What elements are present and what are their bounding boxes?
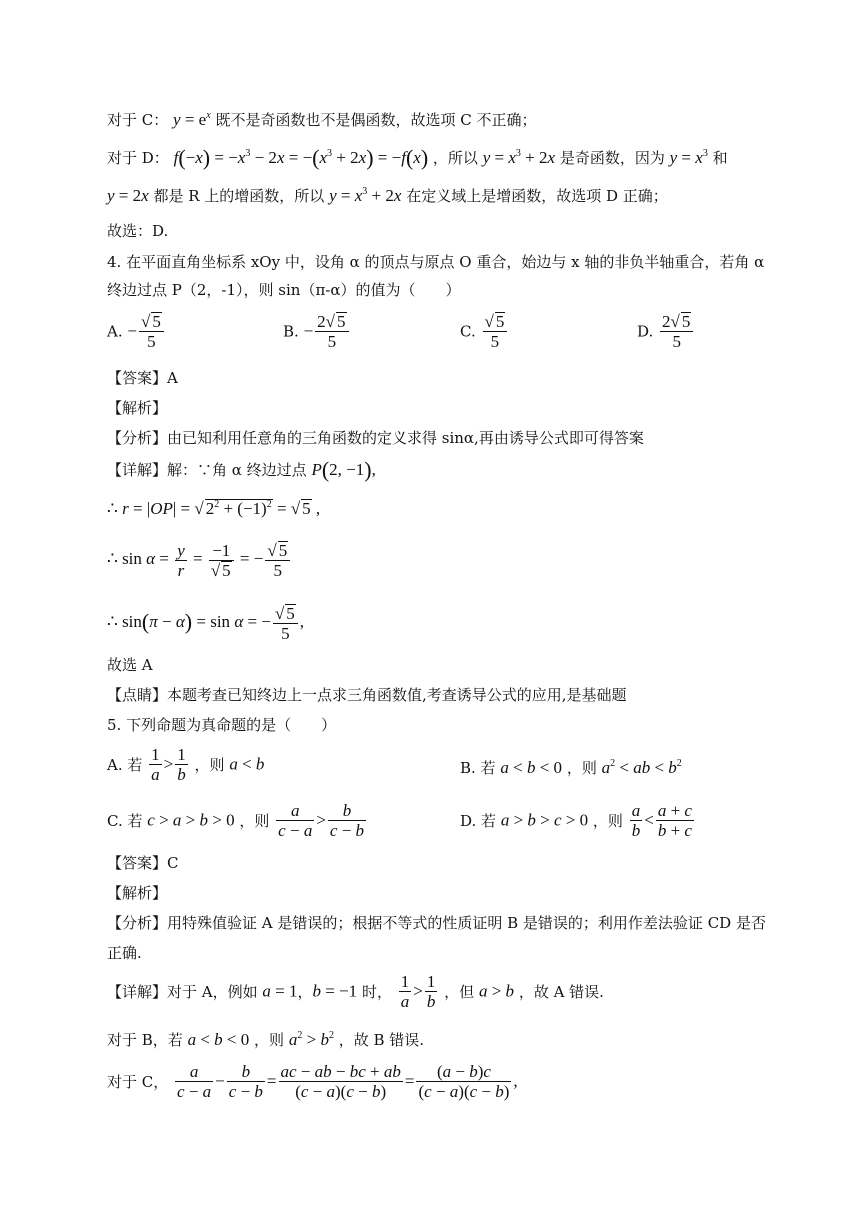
- question-4-option-d: [637, 312, 695, 351]
- option-mid: ，则: [194, 756, 225, 774]
- question-4-analysis-head: 【解析】: [107, 399, 168, 417]
- formula-y-2x: y = 2x: [107, 186, 149, 205]
- option-d-analysis-line2: [107, 186, 668, 206]
- formula-y-x-cubed: $y = x^3$: [669, 148, 708, 167]
- question-4-analysis: 【分析】由已知利用任意角的三角函数的定义求得 sinα,再由诱导公式即可得答案: [107, 429, 644, 447]
- question-5-option-a: A. 若 $\frac{1}{a}$ > $\frac{1}{b}$ ，则 a < b: [107, 745, 265, 784]
- option-mid: ，则: [592, 812, 623, 830]
- formula-point-p: P(2, −1),: [311, 457, 376, 482]
- option-label: D.: [637, 322, 654, 341]
- formula-y-equals-exp: $y = e^x$: [173, 110, 211, 129]
- option-d-text-4: 都是 R 上的增函数，所以: [153, 187, 325, 205]
- formula-r-op: ∴ r = |OP| = √ $2^2 + (-1)^2$ = √ 5 ,: [107, 499, 321, 518]
- formula-f-neg-x: $f(-x) = -x^3 - 2x = -(x^3 + 2x) = -f(x)$: [173, 145, 429, 170]
- option-label: A.: [107, 322, 123, 341]
- option-prefix: C. 若: [107, 812, 143, 830]
- detail-mid: ，则: [254, 1031, 285, 1049]
- fraction: $\frac{√ 5}{5}$: [139, 312, 164, 351]
- question-5-option-b: B. 若 a < b < 0 ，则 $a^2$ < ab < $b^2$: [460, 758, 682, 777]
- question-5-detail-a: 【详解】对于 A，例如 a = 1，b = −1 时， $\frac{1}{a}$ > $\frac{1}{b}$ ，但 a > b ，故 A 错误.: [107, 972, 604, 1011]
- question-4-option-b: B. − $\frac{2√ 5}{5}$: [283, 312, 351, 351]
- question-4-stem-line2: 终边过点 P（2，-1），则 sin（π-α）的值为（ ）: [107, 281, 461, 299]
- detail-prefix: 【详解】解：∵角 α 终边过点: [107, 461, 307, 479]
- question-4-stem-line1: 4. 在平面直角坐标系 xOy 中，设角 α 的顶点与原点 O 重合，始边与 x 轴的非负半轴重合，若角 α: [107, 253, 765, 271]
- formula-sin-alpha: ∴ sin α = $\frac{y}{r}$ = $\frac{-1}{√ 5}$ = − $\frac{√ 5}{5}$: [107, 537, 292, 581]
- question-4-detail: [107, 457, 376, 482]
- question-5-analysis-head: 【解析】: [107, 884, 168, 902]
- fraction: $\frac{√ 5}{5}$: [483, 312, 508, 351]
- formula-y-cubic-2: $y = x^3 + 2x$: [329, 186, 402, 205]
- option-prefix: B. 若: [460, 759, 496, 777]
- formula-sin-pi-minus-alpha: ∴ sin(π − α) = sin α = − $\frac{√ 5}{5}$ ,: [107, 603, 305, 643]
- question-4-comment: 【点睛】本题考查已知终边上一点求三角函数值,考查诱导公式的应用,是基础题: [107, 686, 627, 704]
- detail-prefix: 【详解】对于 A，例如: [107, 983, 258, 1001]
- option-d-analysis-line1: [107, 145, 728, 170]
- question-5-analysis-line2: 正确.: [107, 944, 142, 962]
- question-5-option-d: D. 若 a > b > c > 0 ，则 $\frac{a}{b}$ < $\frac{a + c}{b + c}$: [460, 801, 692, 840]
- option-prefix: D. 若: [460, 812, 497, 830]
- question-4-option-a: A. − $\frac{√ 5}{5}$: [107, 312, 166, 351]
- option-d-text-1: ，所以: [432, 149, 478, 167]
- fraction: $\frac{2√ 5}{5}$: [315, 312, 348, 351]
- detail-end: ，故 B 错误.: [338, 1031, 425, 1049]
- question-5-detail-b: 对于 B，若 a < b < 0 ，则 $a^2 > b^2$ ，故 B 错误.: [107, 1030, 425, 1049]
- detail-prefix: 对于 C，: [107, 1073, 169, 1091]
- option-mid: ，则: [239, 812, 270, 830]
- choice-line: 故选：D.: [107, 222, 169, 240]
- option-mid: ，则: [566, 759, 597, 777]
- option-d-text-5: 在定义域上是增函数，故选项 D 正确；: [406, 187, 668, 205]
- question-5-analysis-line1: 【分析】用特殊值验证 A 是错误的；根据不等式的性质证明 B 是错误的；利用作差法验证 CD 是否: [107, 914, 766, 932]
- option-d-text-3: 和: [712, 149, 728, 167]
- option-prefix: A. 若: [107, 756, 143, 774]
- formula-y-cubic: $y = x^3 + 2x$: [482, 148, 556, 167]
- question-4-choose: 故选 A: [107, 656, 153, 674]
- detail-prefix: 对于 B，若: [107, 1031, 183, 1049]
- option-label: C.: [460, 322, 476, 341]
- question-4-answer: 【答案】A: [107, 369, 178, 387]
- option-d-prefix: 对于 D：: [107, 149, 169, 167]
- question-5-detail-c: 对于 C， $\frac{a}{c - a}$ − $\frac{b}{c - b}$ = $\frac{ac - ab - bc + ab}{(c - a)(c - b)}$ = $\frac{(a - b)c}{(c - a)(c - b)}$ ,: [107, 1062, 518, 1101]
- question-5-option-c: C. 若 c > a > b > 0 ，则 $\frac{a}{c - a}$ > $\frac{b}{c - b}$: [107, 801, 365, 840]
- fraction: $\frac{2√ 5}{5}$: [660, 312, 693, 351]
- option-c-analysis: [107, 110, 536, 130]
- option-c-text: 既不是奇函数也不是偶函数，故选项 C 不正确；: [215, 111, 537, 129]
- question-4-option-c: [460, 312, 509, 351]
- question-5-answer: 【答案】C: [107, 854, 179, 872]
- question-5-stem: 5. 下列命题为真命题的是（ ）: [107, 716, 337, 734]
- detail-mid: 时，: [361, 983, 392, 1001]
- option-d-text-2: 是奇函数，因为: [559, 149, 665, 167]
- option-label: B.: [283, 322, 299, 341]
- option-c-prefix: 对于 C：: [107, 111, 169, 129]
- detail-end: ，故 A 错误.: [518, 983, 604, 1001]
- detail-mid-2: ，但: [444, 983, 475, 1001]
